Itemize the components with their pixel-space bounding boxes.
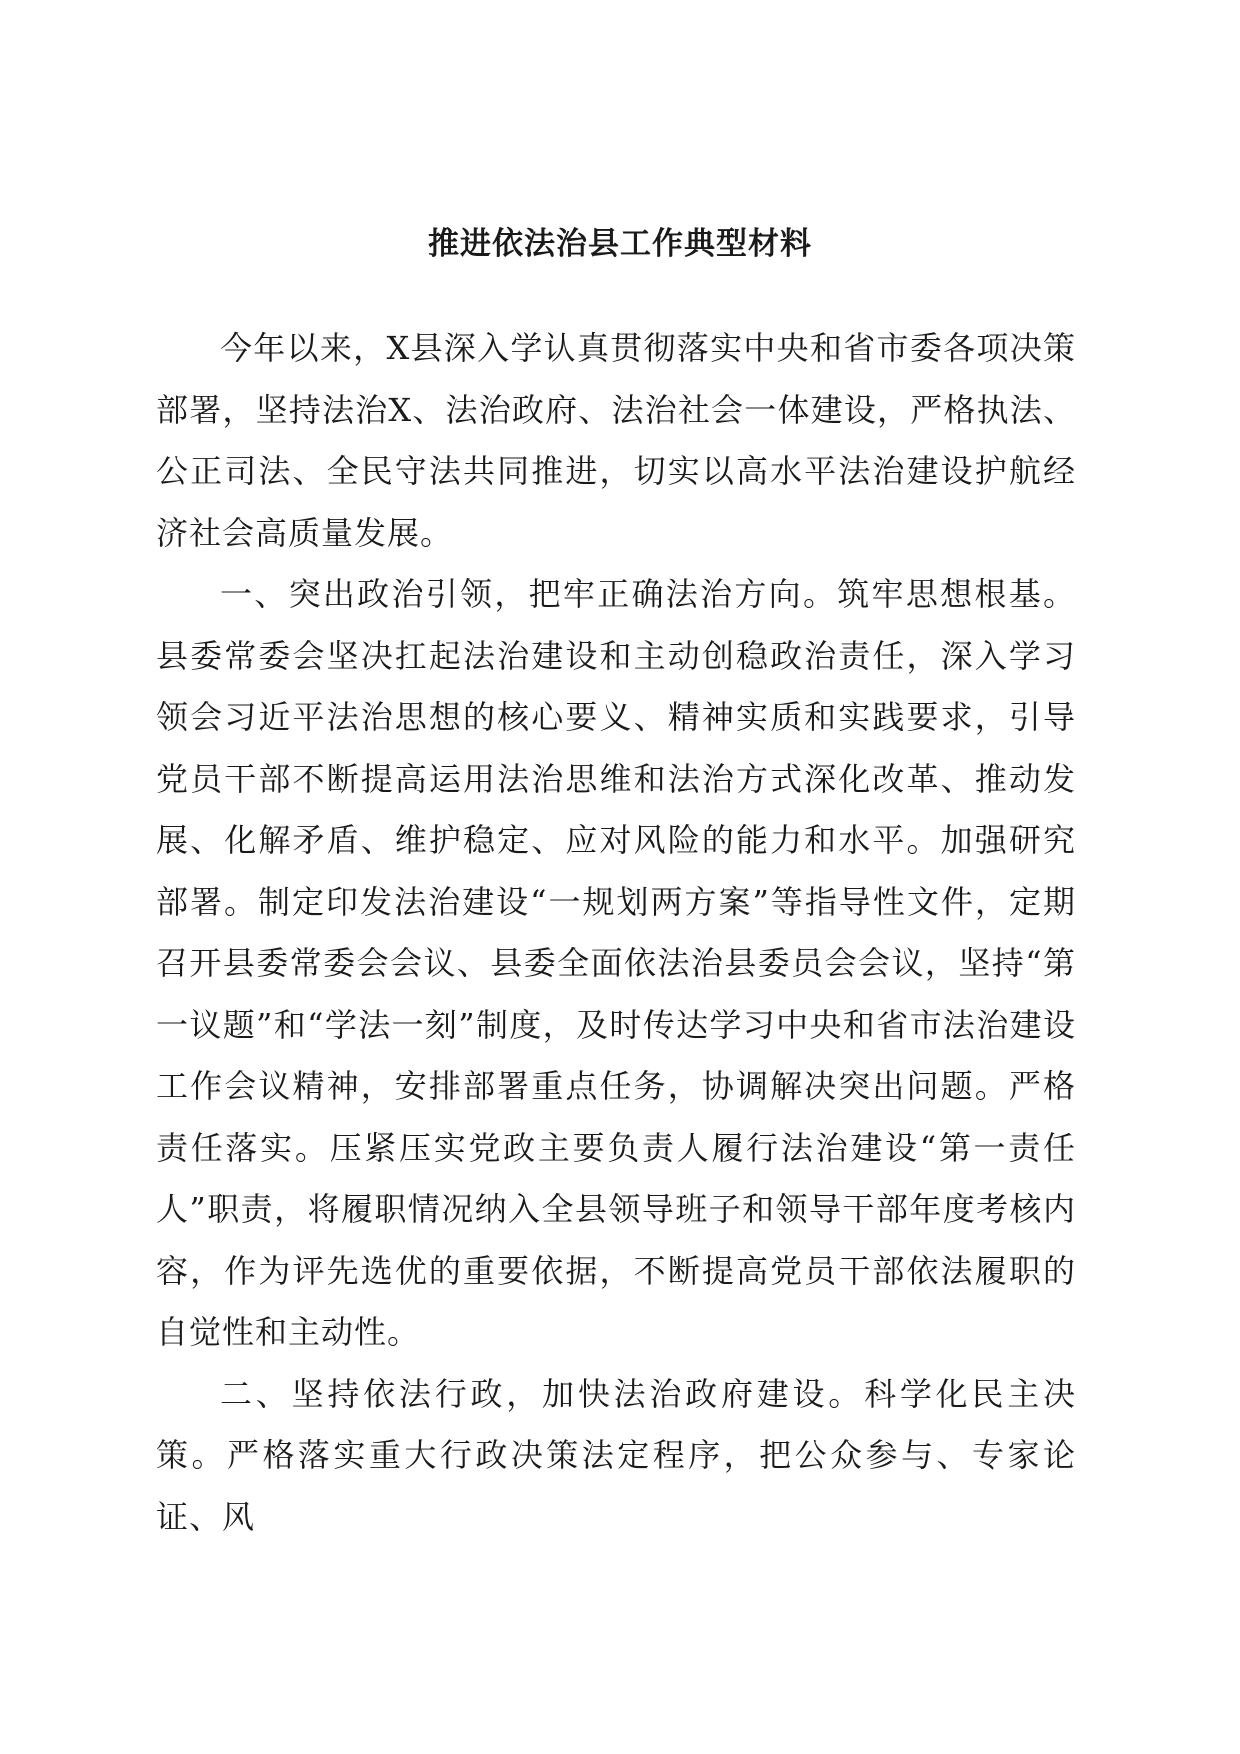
paragraph-intro: 今年以来，X县深入学认真贯彻落实中央和省市委各项决策部署，坚持法治X、法治政府、法治社会一体建设，严格执法、公正司法、全民守法共同推进，切实以高水平法治建设护航经济社会高质量发展。 (156, 329, 1076, 552)
paragraph-section-two: 二、坚持依法行政，加快法治政府建设。科学化民主决策。严格落实重大行政决策法定程序，把公众参与、专家论证、风 (156, 1374, 1076, 1536)
document-title: 推进依法治县工作典型材料 (428, 226, 812, 262)
document-body (156, 318, 1076, 1548)
paragraph-section-one: 一、突出政治引领，把牢正确法治方向。筑牢思想根基。县委常委会坚决扛起法治建设和主动创稳政治责任，深入学习领会习近平法治思想的核心要义、精神实质和实践要求，引导党员干部不断提高运用法治思维和法治方式深化改革、推动发展、化解矛盾、维护稳定、应对风险的能力和水平。加强研究部署。制定印发法治建设“一规划两方案”等指导性文件，定期召开县委常委会会议、县委全面依法治县委员会会议，坚持“第一议题”和“学法一刻”制度，及时传达学习中央和省市法治建设工作会议精神，安排部署重点任务，协调解决突出问题。严格责任落实。压紧压实党政主要负责人履行法治建设“第一责任人”职责，将履职情况纳入全县领导班子和领导干部年度考核内容，作为评先选优的重要依据，不断提高党员干部依法履职的自觉性和主动性。 (156, 575, 1076, 1351)
